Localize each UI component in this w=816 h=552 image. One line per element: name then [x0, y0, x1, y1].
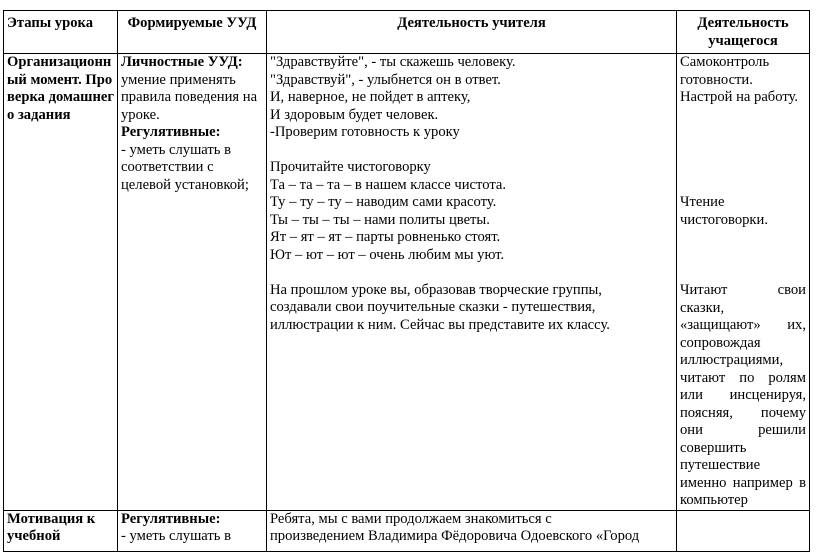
student-self-control: Самоконтроль готовности. Настрой на работу. [680, 54, 799, 105]
stage-cell [4, 54, 118, 511]
uud-regulative-text: - уметь слушать в соответствии с целевой установкой; [121, 141, 249, 193]
header-student: Деятельность учащегося [677, 11, 810, 54]
uud-personal-label: Личностные УУД: [121, 54, 243, 70]
teacher-greeting-block [270, 54, 673, 142]
text-line: Ты – ты – ты – нами политы цветы. [270, 211, 490, 228]
text-line: И здоровым будет человек. [270, 106, 439, 123]
teacher-cell [267, 510, 677, 551]
text-line: Та – та – та – в нашем классе чистота. [270, 176, 507, 193]
table-row [4, 54, 810, 511]
lesson-plan-table [3, 10, 810, 552]
uud-personal-text: умение применять правила поведения на уроке. [121, 71, 258, 123]
table-row [4, 510, 810, 551]
student-fairy-tales: Читают свои сказки, «защищают» их, сопровождая иллюстрациями, читают по ролям или инсценируя, поясняя, почему они решили совершить путешествие именно например в компьютер [680, 282, 806, 508]
text-line: "Здравствуйте", - ты скажешь человеку. [270, 54, 516, 70]
header-teacher: Деятельность учителя [267, 11, 677, 54]
stage-text: Организационный момент. Проверка домашнего задания [7, 54, 114, 123]
text-line: создавали свои поучительные сказки - путешествия, [270, 299, 596, 315]
stage-text: Мотивация к учебной [7, 510, 96, 544]
text-line: Прочитайте чистоговорку [270, 159, 431, 175]
uud-cell [118, 54, 267, 511]
text-line: иллюстрации к ним. Сейчас вы представите их классу. [270, 316, 610, 333]
uud-regulative-label: Регулятивные: [121, 510, 221, 527]
header-uud: Формируемые УУД [118, 11, 267, 54]
text-line: "Здравствуй", - улыбнется он в ответ. [270, 71, 501, 88]
header-row [4, 11, 810, 54]
text-line: Ребята, мы с вами продолжаем знакомиться с [270, 510, 552, 527]
header-stage: Этапы урока [4, 11, 118, 54]
student-reading: Чтение чистоговорки. [680, 194, 768, 228]
text-line: -Проверим готовность к уроку [270, 124, 460, 140]
text-line: произведением Владимира Фёдоровича Одоевского «Город [270, 528, 640, 544]
tongue-twister-block [270, 159, 673, 264]
text-line: Ту – ту – ту – наводим сами красоту. [270, 194, 497, 210]
uud-regulative-text: - уметь слушать в [121, 528, 231, 544]
student-cell [677, 510, 810, 551]
stage-cell [4, 510, 118, 551]
previous-lesson-block [270, 282, 673, 335]
text-line: Ят – ят – ят – парты ровненько стоят. [270, 229, 501, 245]
teacher-intro-block [270, 511, 673, 546]
text-line: На прошлом уроке вы, образовав творческие группы, [270, 281, 602, 298]
student-cell [677, 54, 810, 511]
text-line: И, наверное, не пойдет в аптеку, [270, 89, 471, 105]
uud-cell [118, 510, 267, 551]
teacher-cell [267, 54, 677, 511]
uud-regulative-label: Регулятивные: [121, 124, 221, 140]
text-line: Ют – ют – ют – очень любим мы уют. [270, 246, 505, 263]
